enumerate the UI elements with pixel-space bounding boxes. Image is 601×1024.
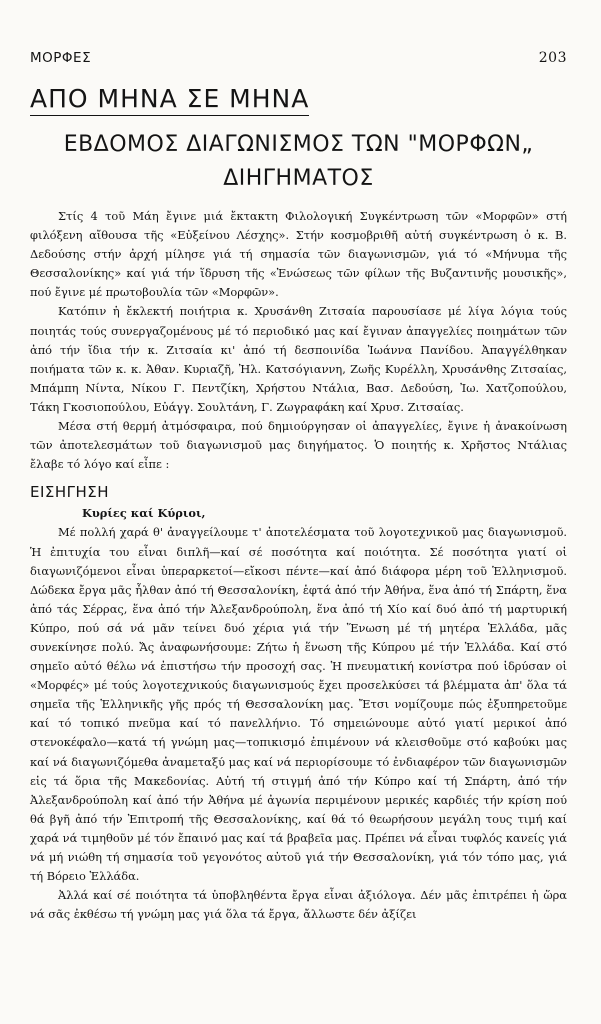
intro-paragraph-3: Μέσα στή θερμή ἀτμόσφαιρα, πού δημιούργησαν οἱ ἀπαγγελίες, ἔγινε ἡ ἀνακοίνωση τῶν ἀποτελεσμάτων τοῦ διαγωνισμοῦ μας διηγήματος. Ὁ ποιητής κ. Χρῆστος Ντάλιας ἔλαβε τό λόγο καί εἶπε : [30,419,567,472]
intro-paragraph-1: Στίς 4 τοῦ Μάη ἔγινε μιά ἔκτακτη Φιλολογική Συγκέντρωση τῶν «Μορφῶν» στή φιλόξενη αἴθουσα τῆς «Εὐξείνου Λέσχης». Στήν κοσμοβριθῆ αὐτή συγκέντρωση ὁ κ. Β. Δεδούσης στήν ἀρχή μίλησε γιά τή σημασία τῶν διαγωνισμῶν, γιά τό «Μήνυμα τῆς Θεσσαλονίκης» καί γιά τήν ἵδρυση τῆς «Ἑνώσεως τῶν φίλων τῆς Βυζαντινῆς μουσικῆς», πού ἔγινε μέ πρωτοβουλία τῶν «Μορφῶν». [30,209,567,300]
article-body [30,207,567,924]
salutation: Κυρίες καί Κύριοι, [82,506,206,521]
section-title: ΑΠΟ ΜΗΝΑ ΣΕ ΜΗΝΑ [30,84,309,116]
speech-paragraph-2: Ἀλλά καί σέ ποιότητα τά ὑποβληθέντα ἔργα εἶναι ἀξιόλογα. Δέν μᾶς ἐπιτρέπει ἡ ὥρα νά σᾶς ἐκθέσω τή γνώμη μας γιά ὅλα τά ἔργα, ἄλλωστε δέν ἀξίζει [30,888,567,922]
running-header [30,50,567,70]
subheading-eisigisi: ΕΙΣΗΓΗΣΗ [30,483,110,502]
page-number: 203 [538,50,567,66]
article-title: ΕΒΔΟΜΟΣ ΔΙΑΓΩΝΙΣΜΟΣ ΤΩΝ "ΜΟΡΦΩΝ„ ΔΙΗΓΗΜΑΤΟΣ [63,132,534,191]
intro-paragraph-2: Κατόπιν ἡ ἔκλεκτή ποιήτρια κ. Χρυσάνθη Ζιτσαία παρουσίασε μέ λίγα λόγια τούς ποιητάς τούς συνεργαζομένους μέ τό περιοδικό μας καί ἔγιναν ἀπαγγελίες ποιημάτων τῶν ἀπό τήν ἴδια τήν κ. Ζιτσαία κι' ἀπό τή δεσποινίδα Ἰωάννα Πανίδου. Ἀπαγγέλθηκαν ποιήματα τῶν κ. κ. Ἀθαν. Κυριαζῆ, Ἠλ. Κατσόγιαννη, Ζωῆς Κυρέλλη, Χρυσάνθης Ζιτσαίας, Μπάμπη Νίντα, Νίκου Γ. Πεντζίκη, Χρήστου Ντάλια, Βασ. Δεδούση, Ἰω. Χατζοπούλου, Τάκη Γκοσιοπούλου, Εὐάγγ. Σουλτάνη, Γ. Ζωγραφάκη καί Χρυσ. Ζιτσαίας. [30,304,567,414]
journal-name: ΜΟΡΦΕΣ [30,50,92,66]
speech-paragraph-1: Μέ πολλή χαρά θ' ἀναγγείλουμε τ' ἀποτελέσματα τοῦ λογοτεχνικοῦ μας διαγωνισμοῦ. Ἡ ἐπιτυχία του εἶναι διπλῆ—καί σέ ποσότητα καί ποιότητα. Σέ ποσότητα γιατί οἱ διαγωνιζόμενοι εἶναι ὑπεραρκετοί—εἴκοσι πέντε—καί ἀπό διάφορα μέρη τοῦ Ἑλληνισμοῦ. Δώδεκα ἔργα μᾶς ἦλθαν ἀπό τή Θεσσαλονίκη, ἑφτά ἀπό τήν Ἀθήνα, ἕνα ἀπό τή Σπάρτη, ἕνα ἀπό τάς Σέρρας, ἕνα ἀπό τήν Ἀλεξανδρούπολη, ἕνα ἀπό τή Χίο καί δυό ἀπό τή μαρτυρική Κύπρο, πού σά νά μᾶν τείνει δυό χέρια γιά τήν Ἕνωση μέ τή μητέρα Ἑλλάδα, μᾶς συνεκίνησε πολύ. Ἄς ἀναφωνήσουμε: Ζήτω ἡ ἕνωση τῆς Κύπρου μέ τήν Ἑλλάδα. Καί στό σημεῖο αὐτό θέλω νά ἐπιστήσω τήν προσοχή σας. Ἡ πνευματική κονίστρα πού ἱδρύσαν οἱ «Μορφές» μέ τούς λογοτεχνικούς διαγωνισμούς ἔχει προσελκύσει τά βλέμματα ἀπ' ὅλα τά σημεῖα τῆς Ἑλληνικῆς γῆς πρός τή Θεσσαλονίκη μας. Ἔτσι νομίζουμε πώς ἐξυπηρετοῦμε καί τό τοπικό πνεῦμα καί τό πανελλήνιο. Τό σημειώνουμε αὐτό γιατί μερικοί ἀπό στενοκέφαλο—κατά τή γνώμη μας—τοπικισμό ἐπιμένουν νά κλεισθοῦμε στό καβούκι μας καί νά διαγωνιζόμεθα ἀναμεταξύ μας καί νά περιορίσουμε τό ἐνδιαφέρον τῶν διαγωνισμῶν εἰς τά ὅρια τῆς Μακεδονίας. Αὐτή τή στιγμή ἀπό τήν Κύπρο καί τή Σπάρτη, ἀπό τήν Ἀλεξανδρούπολη καί ἀπό τήν Ἀθήνα μέ ἀγωνία περιμένουν μερικές καρδιές τήν κρίση πού θά βγῆ ἀπό τήν Ἐπιτροπή τῆς Θεσσαλονίκης, καί θά τό θεωρήσουν μεγάλη τους τιμή καί χαρά νά τιμηθοῦν μέ τόν ἔπαινό μας καί τά βραβεῖα μας. Πρέπει νά εἶναι τυφλός κανείς γιά νά μή νιώθη τή σημασία τοῦ γεγονότος αὐτοῦ γιά τήν Θεσσαλονίκη, γιά τόν τόπο μας, γιά τή Βόρειο Ἑλλάδα. [30,525,567,884]
